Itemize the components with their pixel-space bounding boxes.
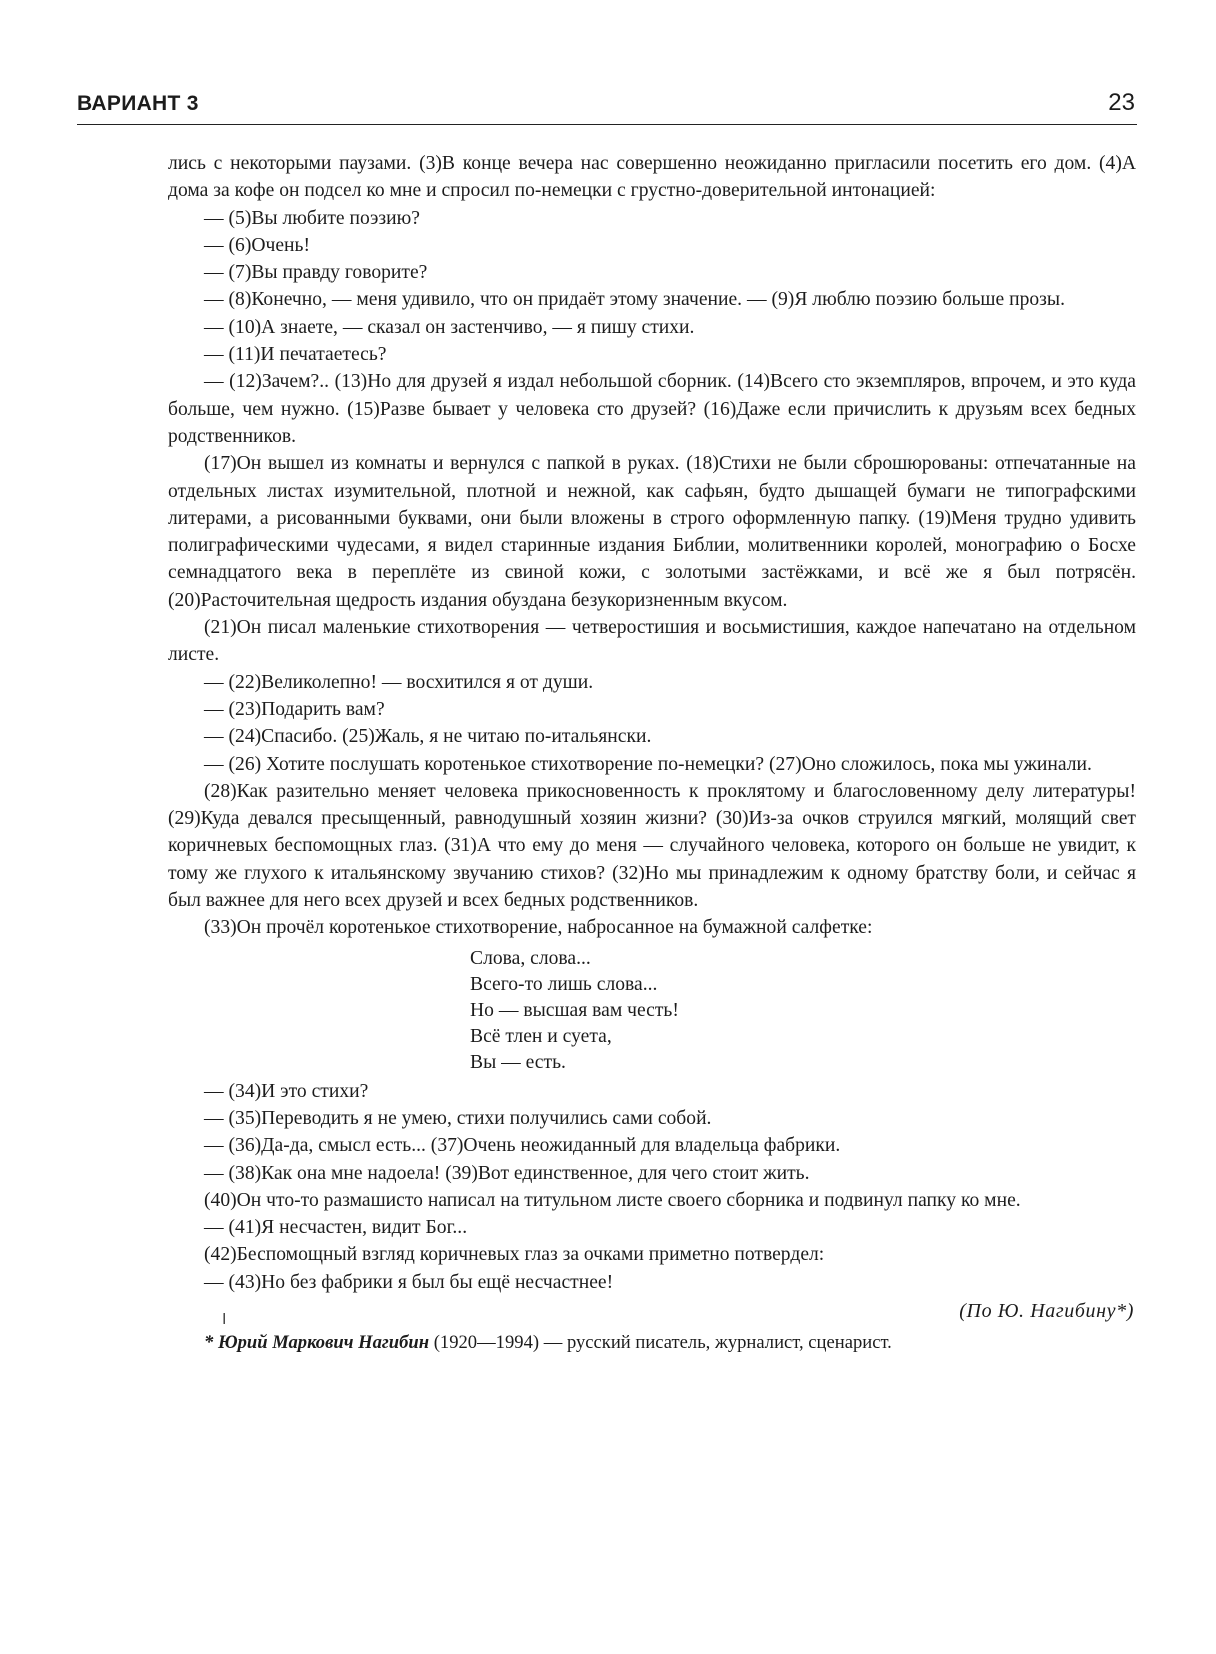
paragraph: (40)Он что-то размашисто написал на титульном листе своего сборника и подвинул папку ко мне.	[204, 1189, 1021, 1211]
paragraph: — (26) Хотите послушать коротенькое стихотворение по-немецки? (27)Оно сложилось, пока мы ужинали.	[204, 753, 1092, 775]
paragraph: — (36)Да-да, смысл есть... (37)Очень неожиданный для владельца фабрики.	[204, 1135, 841, 1157]
poem-line: Всего-то лишь слова...	[470, 973, 658, 995]
paragraph: (33)Он прочёл коротенькое стихотворение, набросанное на бумажной салфетке:	[204, 917, 873, 939]
paragraph: — (6)Очень!	[204, 234, 310, 256]
poem	[470, 946, 1136, 1076]
paragraph: — (8)Конечно, — меня удивило, что он придаёт этому значение. — (9)Я люблю поэзию больше прозы.	[204, 289, 1065, 311]
poem-line: Но — высшая вам честь!	[470, 999, 679, 1021]
poem-line: Всё тлен и суета,	[470, 1025, 612, 1047]
paragraph: — (41)Я несчастен, видит Бог...	[204, 1217, 468, 1239]
paragraph: (17)Он вышел из комнаты и вернулся с папкой в руках. (18)Стихи не были сброшюрованы: отпечатанные на отдельных листах изумительной, плотной и нежной, как сафьян, будто дышащей бумаги не типографскими литерами, а рисованными буквами, они были вложены в строго оформленную папку. (19)Меня трудно удивить полиграфическими чудесами, я видел старинные издания Библии, молитвенники королей, монографию о Босхе семнадцатого века в переплёте из свиной кожи, с золотыми застёжками, и всё же я был потрясён. (20)Расточительная щедрость издания обуздана безукоризненным вкусом.	[168, 453, 1136, 611]
paragraph: (28)Как разительно меняет человека прикосновенность к проклятому и благословенному делу литературы! (29)Куда девался пресыщенный, равнодушный хозяин жизни? (30)Из-за очков струился мягкий, молящий свет коричневых беспомощных глаз. (31)А что ему до меня — случайного человека, которого он больше не увидит, к тому же глухого к итальянскому звучанию стихов? (32)Но мы принадлежим к одному братству боли, и сейчас я был важнее для него всех друзей и всех бедных родственников.	[168, 780, 1136, 912]
paragraph: (42)Беспомощный взгляд коричневых глаз за очками приметно потвердел:	[204, 1244, 825, 1266]
paragraph: — (38)Как она мне надоела! (39)Вот единственное, для чего стоит жить.	[204, 1162, 810, 1184]
source-attribution: (По Ю. Нагибину*)	[959, 1299, 1134, 1322]
footnote-text: (1920—1994) — русский писатель, журналист, сценарист.	[429, 1331, 892, 1353]
paragraph: — (7)Вы правду говорите?	[204, 262, 428, 284]
paragraph: — (22)Великолепно! — восхитился я от души.	[204, 671, 594, 693]
variant-title: ВАРИАНТ 3	[77, 92, 199, 115]
paragraph: — (34)И это стихи?	[204, 1080, 369, 1102]
paragraph: — (10)А знаете, — сказал он застенчиво, — я пишу стихи.	[204, 316, 695, 338]
poem-line: Слова, слова...	[470, 947, 591, 969]
source-row	[168, 1296, 1136, 1330]
paragraph: — (24)Спасибо. (25)Жаль, я не читаю по-итальянски.	[204, 726, 652, 748]
page-header	[77, 86, 1137, 125]
paragraph: лись с некоторыми паузами. (3)В конце вечера нас совершенно неожиданно пригласили посетить его дом. (4)А дома за кофе он подсел ко мне и спросил по-немецки с грустно-доверительной интонацией:	[168, 153, 1136, 202]
footnote-name: * Юрий Маркович Нагибин	[204, 1331, 430, 1353]
paragraph: — (35)Переводить я не умею, стихи получились сами собой.	[204, 1107, 712, 1129]
paragraph: — (5)Вы любите поэзию?	[204, 207, 420, 229]
main-text	[168, 150, 1136, 1356]
paragraph: — (23)Подарить вам?	[204, 698, 385, 720]
paragraph: — (12)Зачем?.. (13)Но для друзей я издал небольшой сборник. (14)Всего сто экземпляров, впрочем, и это куда больше, чем нужно. (15)Разве бывает у человека сто друзей? (16)Даже если причислить к друзьям всех бедных родственников.	[168, 371, 1136, 447]
cursor-marker: I	[222, 1310, 227, 1328]
paragraph: (21)Он писал маленькие стихотворения — четверостишия и восьмистишия, каждое напечатано на отдельном листе.	[168, 617, 1136, 666]
paragraph: — (11)И печатаетесь?	[204, 344, 387, 366]
footnote	[204, 1330, 1136, 1356]
page-number: 23	[1108, 89, 1135, 116]
poem-line: Вы — есть.	[470, 1051, 566, 1073]
paragraph: — (43)Но без фабрики я был бы ещё несчастнее!	[204, 1271, 614, 1293]
